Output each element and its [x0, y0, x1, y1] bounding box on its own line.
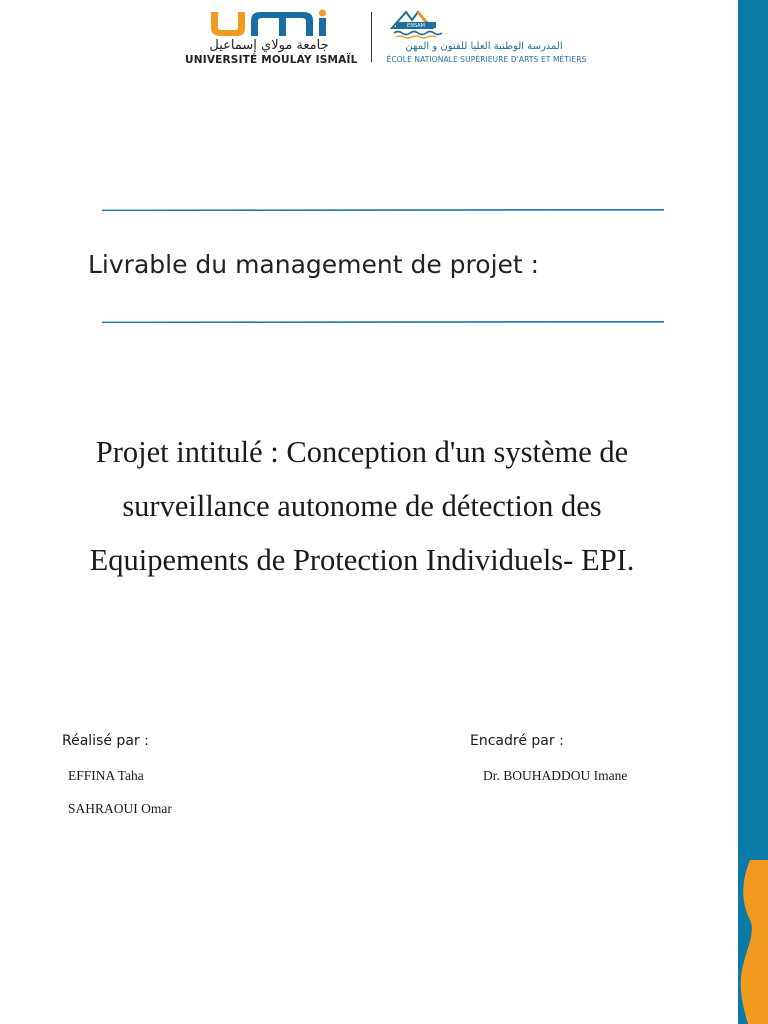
bottom-divider-rule: [102, 321, 664, 323]
deliverable-title: Livrable du management de projet :: [88, 250, 540, 279]
ensam-arabic-name: المدرسة الوطنية العليا للفنون و المهن: [405, 41, 563, 52]
author-name: EFFINA Taha: [68, 768, 144, 783]
ensam-latin-name: ÉCOLE NATIONALE SUPÉRIEURE D'ARTS ET MÉTIERS: [386, 55, 587, 64]
ensam-badge-text: ENSAM: [407, 23, 425, 29]
project-title-line: Projet intitulé : Conception d'un système de: [95, 435, 629, 469]
side-decoration-orange-shape: [736, 860, 768, 1024]
ensam-logo-icon: [388, 8, 448, 40]
realised-by-label: Réalisé par :: [62, 733, 149, 749]
project-title: [40, 425, 684, 587]
project-title-line: surveillance autonome de détection des: [122, 489, 602, 523]
author-name: SAHRAOUI Omar: [68, 801, 172, 816]
ensam-logo: [384, 8, 594, 68]
umi-logo-icon: [207, 8, 337, 38]
logo-divider: [371, 12, 372, 62]
umi-logo: [183, 8, 358, 68]
supervisor-name: Dr. BOUHADDOU Imane: [483, 768, 628, 783]
top-divider-rule: [102, 209, 664, 211]
umi-arabic-name: جامعة مولاي إسماعيل: [209, 38, 329, 53]
supervised-by-label: Encadré par :: [470, 733, 564, 749]
project-title-line: Equipements de Protection Individuels- EPI.: [89, 543, 635, 577]
umi-latin-name: UNIVERSITÉ MOULAY ISMAÏL: [185, 54, 358, 66]
